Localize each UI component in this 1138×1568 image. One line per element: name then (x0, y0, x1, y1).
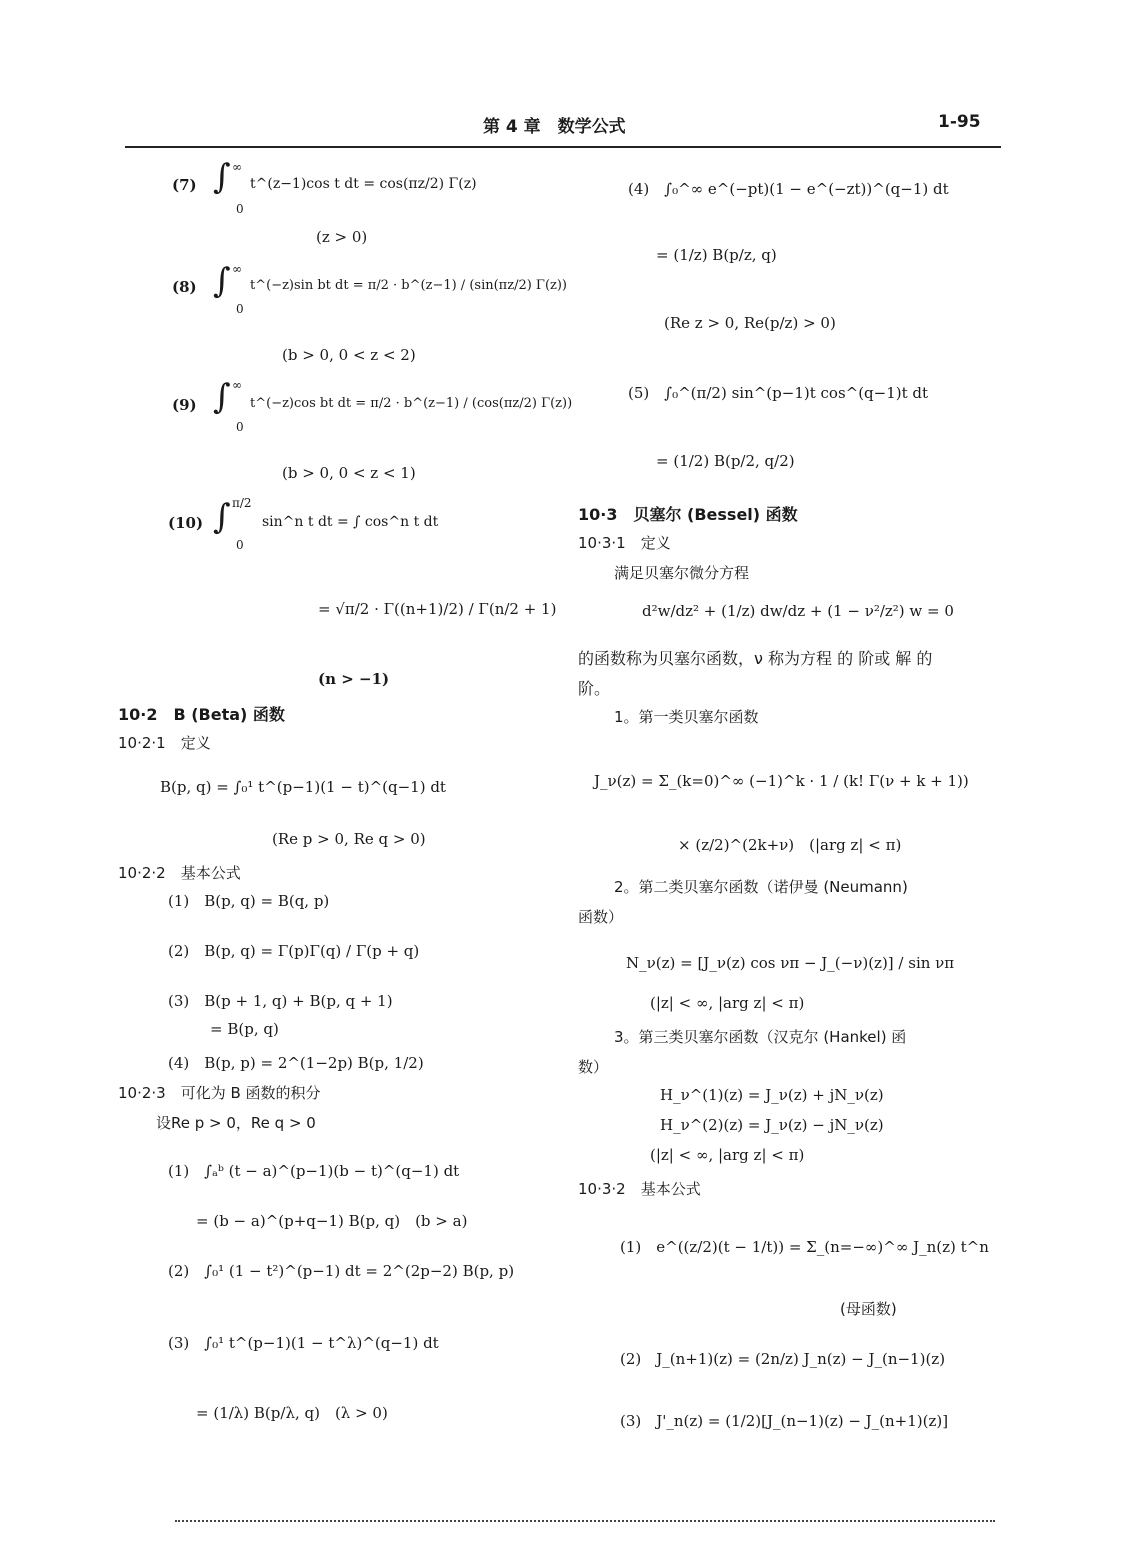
upper-limit: ∞ (232, 378, 242, 392)
neumann-formula: N_ν(z) = [J_ν(z) cos νπ − J_(−ν)(z)] / sin νπ (626, 954, 955, 972)
formula-body: sin^n t dt = ∫ cos^n t dt (262, 514, 439, 530)
hankel-2: H_ν^(2)(z) = J_ν(z) − jN_ν(z) (660, 1116, 884, 1134)
integral-sign: ∫ (213, 377, 231, 417)
chapter-title: 第 4 章 数学公式 (483, 117, 626, 137)
integral-1a: (1) ∫ₐᵇ (t − a)^(p−1)(b − t)^(q−1) dt (168, 1162, 460, 1180)
upper-limit: ∞ (232, 160, 242, 174)
formula-number: (10) (168, 514, 204, 532)
assumption: 设Re p > 0，Re q > 0 (156, 1114, 316, 1132)
formula-number: (8) (172, 278, 197, 296)
section-heading: 10·2 B (Beta) 函数 (118, 705, 285, 724)
right-formula-5b: = (1/2) B(p/2, q/2) (656, 452, 795, 470)
kind-heading: 1。第一类贝塞尔函数 (614, 708, 759, 726)
lower-limit: 0 (236, 420, 244, 434)
formula-condition: (z > 0) (316, 228, 368, 246)
beta-definition: B(p, q) = ∫₀¹ t^(p−1)(1 − t)^(q−1) dt (160, 778, 446, 796)
upper-limit: ∞ (232, 262, 242, 276)
right-formula-5a: (5) ∫₀^(π/2) sin^(p−1)t cos^(q−1)t dt (628, 384, 929, 402)
integral-3a: (3) ∫₀¹ t^(p−1)(1 − t^λ)^(q−1) dt (168, 1334, 439, 1352)
right-formula-4c: (Re z > 0, Re(p/z) > 0) (664, 314, 836, 332)
beta-formula-3b: = B(p, q) (210, 1020, 279, 1038)
bessel-j-series: J_ν(z) = Σ_(k=0)^∞ (−1)^k · 1 / (k! Γ(ν + k + 1)) (594, 772, 969, 790)
hankel-1: H_ν^(1)(z) = J_ν(z) + jN_ν(z) (660, 1086, 884, 1104)
subsection-heading: 10·3·2 基本公式 (578, 1180, 701, 1198)
lower-limit: 0 (236, 302, 244, 316)
bottom-dotted-line (175, 1520, 995, 1522)
recurrence-formula: (2) J_(n+1)(z) = (2n/z) J_n(z) − J_(n−1)(z) (620, 1350, 946, 1368)
beta-formula-1: (1) B(p, q) = B(q, p) (168, 892, 330, 910)
lower-limit: 0 (236, 202, 244, 216)
header-rule (125, 146, 1001, 148)
subsection-heading: 10·2·2 基本公式 (118, 864, 241, 882)
section-heading: 10·3 贝塞尔 (Bessel) 函数 (578, 505, 798, 524)
bessel-ode: d²w/dz² + (1/z) dw/dz + (1 − ν²/z²) w = 0 (642, 602, 954, 620)
formula-condition: (n > −1) (318, 670, 390, 688)
formula-body: t^(−z)cos bt dt = π/2 · b^(z−1) / (cos(πz/2) Γ(z)) (250, 396, 573, 411)
formula-number: (7) (172, 176, 197, 194)
right-formula-4a: (4) ∫₀^∞ e^(−pt)(1 − e^(−zt))^(q−1) dt (628, 180, 949, 198)
beta-formula-3a: (3) B(p + 1, q) + B(p, q + 1) (168, 992, 393, 1010)
formula-rhs: = √π/2 · Γ((n+1)/2) / Γ(n/2 + 1) (318, 600, 557, 618)
generating-function-note: (母函数) (840, 1300, 897, 1318)
subsection-heading: 10·2·3 可化为 B 函数的积分 (118, 1084, 321, 1102)
integral-sign: ∫ (213, 157, 231, 197)
subsection-heading: 10·3·1 定义 (578, 534, 671, 552)
formula-body: t^(−z)sin bt dt = π/2 · b^(z−1) / (sin(πz/2) Γ(z)) (250, 278, 568, 293)
hankel-condition: (|z| < ∞, |arg z| < π) (650, 1146, 805, 1164)
kind-heading-cont: 数） (578, 1058, 609, 1076)
intro-text: 满足贝塞尔微分方程 (614, 564, 750, 582)
generating-function: (1) e^((z/2)(t − 1/t)) = Σ_(n=−∞)^∞ J_n(z) t^n (620, 1238, 989, 1256)
lower-limit: 0 (236, 538, 244, 552)
integral-sign: ∫ (213, 497, 231, 537)
description-line: 阶。 (578, 679, 611, 698)
subsection-heading: 10·2·1 定义 (118, 734, 211, 752)
integral-1b: = (b − a)^(p+q−1) B(p, q) (b > a) (196, 1212, 468, 1230)
kind-heading: 3。第三类贝塞尔函数（汉克尔 (Hankel) 函 (614, 1028, 907, 1046)
right-formula-4b: = (1/z) B(p/z, q) (656, 246, 777, 264)
integral-2: (2) ∫₀¹ (1 − t²)^(p−1) dt = 2^(2p−2) B(p, p) (168, 1262, 515, 1280)
page-number: 1-95 (938, 112, 981, 132)
bessel-j-series-tail: × (z/2)^(2k+ν) (|arg z| < π) (678, 836, 902, 854)
kind-heading-cont: 函数） (578, 908, 624, 926)
integral-3b: = (1/λ) B(p/λ, q) (λ > 0) (196, 1404, 388, 1422)
derivative-formula: (3) J'_n(z) = (1/2)[J_(n−1)(z) − J_(n+1)(z)] (620, 1412, 949, 1430)
description-line: 的函数称为贝塞尔函数，ν 称为方程 的 阶或 解 的 (578, 649, 933, 668)
formula-condition: (b > 0, 0 < z < 2) (282, 346, 416, 364)
beta-formula-2: (2) B(p, q) = Γ(p)Γ(q) / Γ(p + q) (168, 942, 420, 960)
kind-heading: 2。第二类贝塞尔函数（诺伊曼 (Neumann) (614, 878, 908, 896)
formula-body: t^(z−1)cos t dt = cos(πz/2) Γ(z) (250, 176, 477, 192)
formula-number: (9) (172, 396, 197, 414)
integral-sign: ∫ (213, 261, 231, 301)
upper-limit: π/2 (232, 496, 252, 510)
formula-condition: (b > 0, 0 < z < 1) (282, 464, 416, 482)
beta-formula-4: (4) B(p, p) = 2^(1−2p) B(p, 1/2) (168, 1054, 424, 1072)
beta-condition: (Re p > 0, Re q > 0) (272, 830, 426, 848)
neumann-condition: (|z| < ∞, |arg z| < π) (650, 994, 805, 1012)
